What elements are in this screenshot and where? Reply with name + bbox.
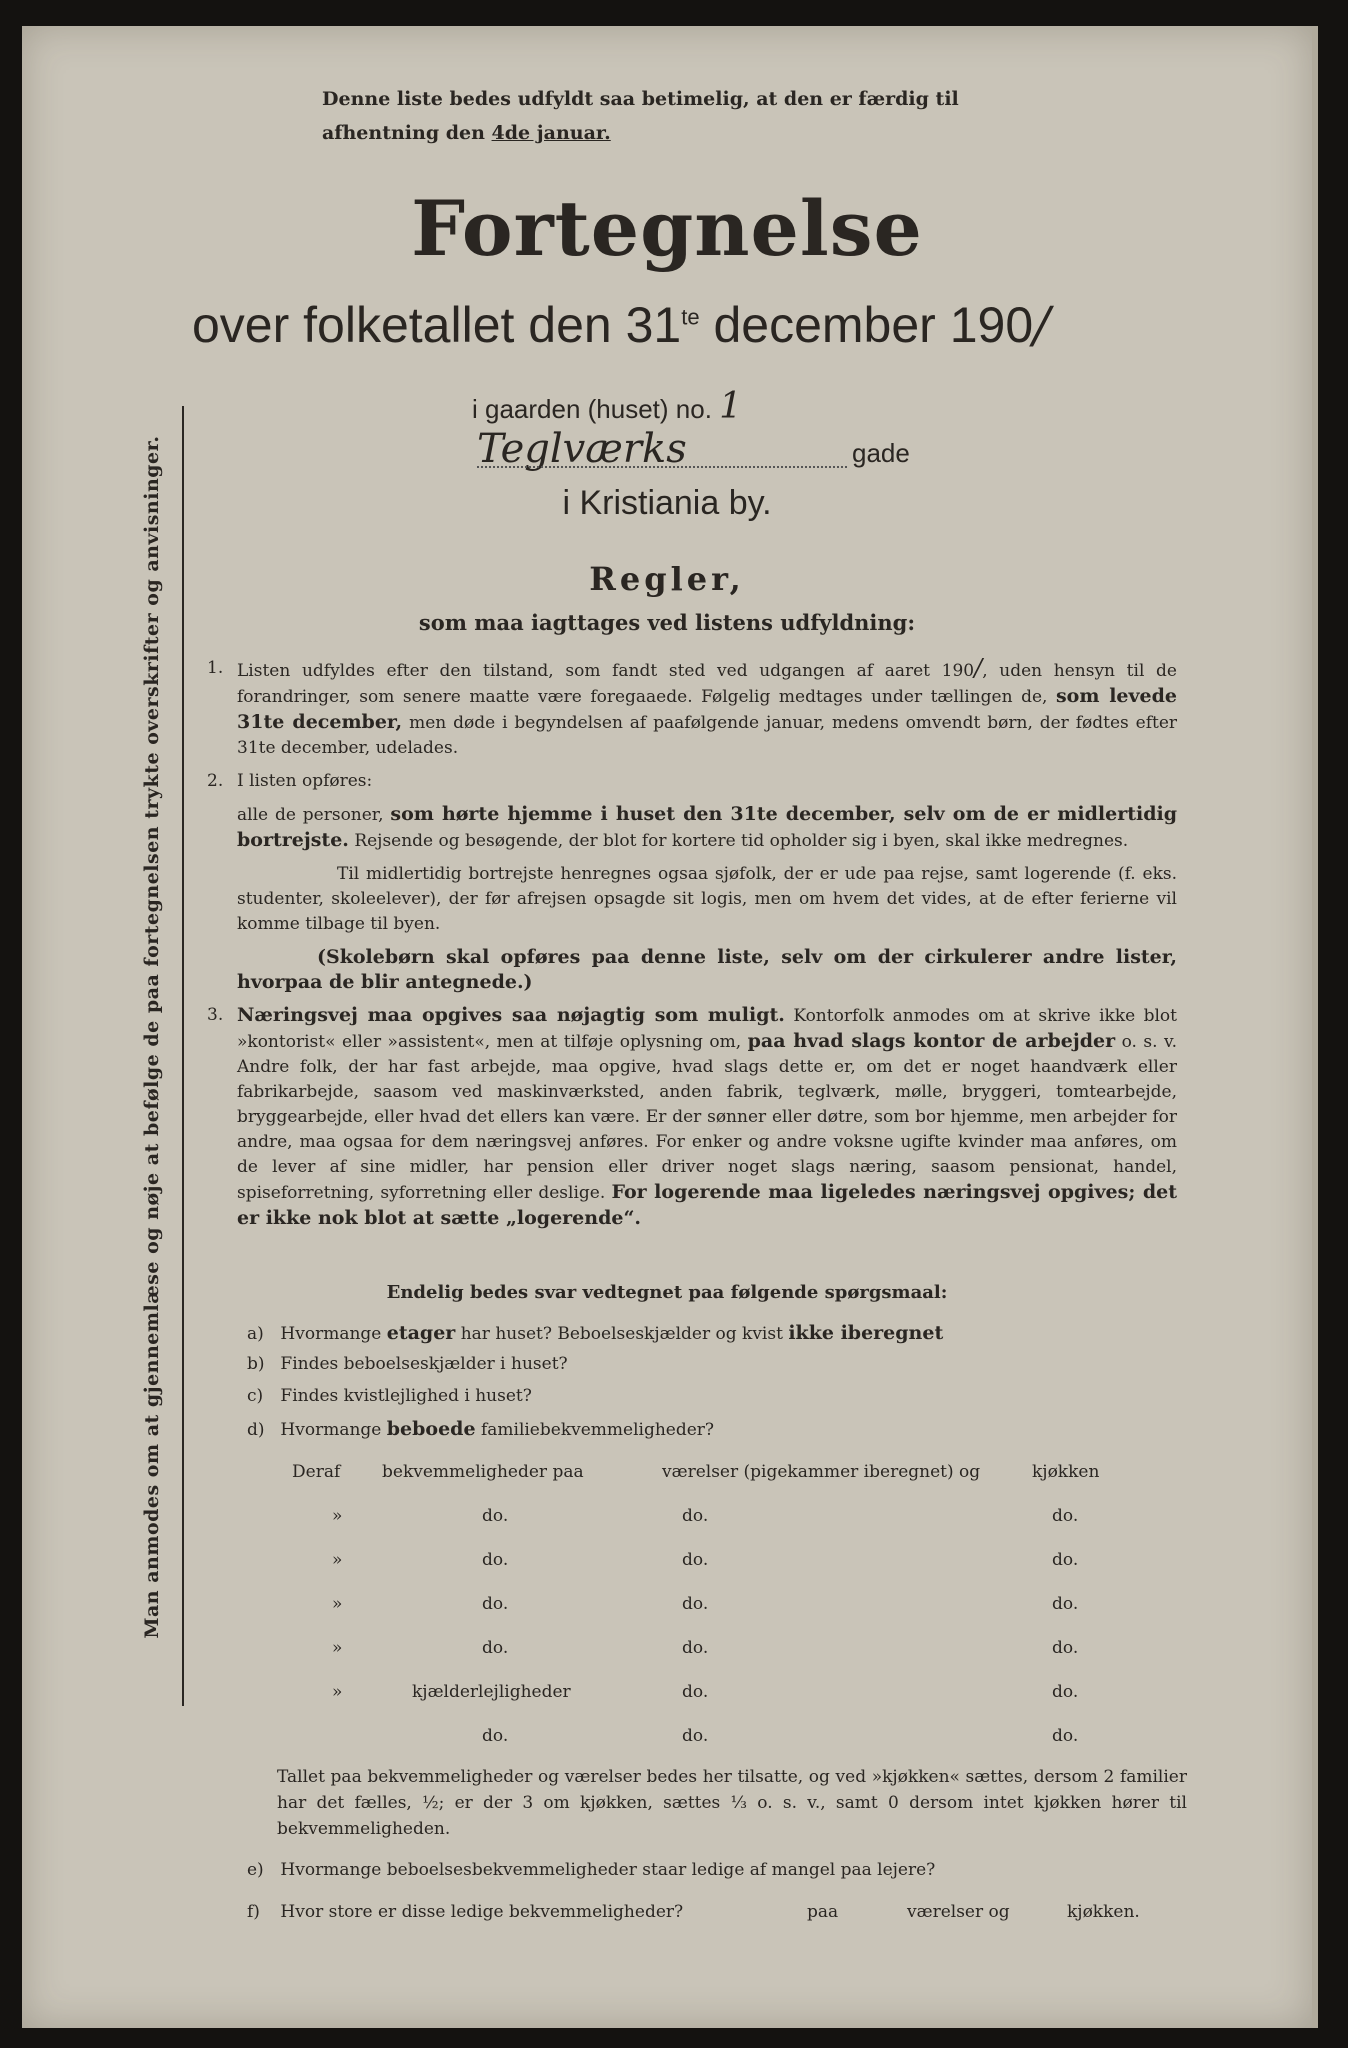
table-header-cell: bekvemmeligheder paa xyxy=(382,1462,584,1482)
margin-instruction: Man anmodes om at gjennemlæse og nøje at befølge de paa fortegnelsen trykte overskrifter og anvisninger. xyxy=(141,435,163,1639)
rules-subheading: som maa iagttages ved listens udfyldning: xyxy=(418,610,916,635)
street-suffix-label: gade xyxy=(852,438,910,468)
rules-heading: Regler, xyxy=(589,560,745,598)
question-b-letter: b) xyxy=(247,1354,265,1374)
rule-1 xyxy=(207,656,1177,761)
table-cell: kjælderlejligheder xyxy=(412,1682,571,1702)
table-cell: do. xyxy=(482,1638,509,1658)
table-header-cell: Deraf xyxy=(292,1462,341,1482)
question-f-rooms: værelser og xyxy=(907,1902,1010,1922)
notice-due-date: 4de januar. xyxy=(491,122,611,144)
question-a-letter: a) xyxy=(247,1324,264,1344)
table-row xyxy=(292,1638,1152,1682)
rule-2-number: 2. xyxy=(207,771,224,791)
rules-body xyxy=(207,656,1177,1240)
table-cell: do. xyxy=(682,1506,709,1526)
rule-3-text-a: Kontorfolk anmodes om at skrive ikke blot »kontorist« eller »assistent«, men at tilføje oplysning om, xyxy=(237,1006,1177,1052)
table-cell: do. xyxy=(1052,1638,1079,1658)
rule-3-bold-b: paa hvad slags kontor de arbejder xyxy=(747,1030,1116,1052)
rule-3-text-b: o. s. v. Andre folk, der har fast arbejde, maa opgive, hvad slags dette er, om det er noget haandværk eller fabrikarbejde, saasom ved maskinværksted, anden fabrik, teglværk, mølle, bryggeri, tomtearbejde, bryggearbejde, eller hvad det ellers kan være. Er der sønner eller døtre, som bor hjemme, men arbejder for andre, maa ogsaa for dem næringsvej anføres. For enker og andre voksne ugifte kvinder maa anføres, om de lever af sine midler, har pension eller driver noget slags næring, saasom pensionat, handel, spiseforretning, syforretning eller deslige. xyxy=(237,1032,1178,1203)
dwellings-table xyxy=(292,1462,1152,1770)
question-f xyxy=(247,1902,1177,1922)
table-cell: do. xyxy=(482,1726,509,1746)
question-a-text-2: har huset? Beboelseskjælder og kvist xyxy=(460,1324,783,1344)
table-cell: do. xyxy=(682,1638,709,1658)
table-cell: do. xyxy=(482,1506,509,1526)
rule-2-bold: som hørte hjemme i huset den 31te december, selv om de er midlertidig bortrejste. xyxy=(237,803,1178,851)
question-d-text-1: Hvormange xyxy=(280,1420,382,1440)
form-title: Fortegnelse xyxy=(411,184,923,273)
question-a-bold-1: etager xyxy=(386,1322,456,1344)
question-a-text-1: Hvormange xyxy=(280,1324,382,1344)
house-number-label: i gaarden (huset) no. xyxy=(472,394,712,424)
house-number-line xyxy=(472,386,742,427)
table-cell: do. xyxy=(682,1550,709,1570)
city-line: i Kristiania by. xyxy=(562,484,772,522)
rule-1-year-handwritten: / xyxy=(974,654,983,682)
table-row xyxy=(292,1682,1152,1726)
table-cell: » xyxy=(332,1506,343,1526)
deadline-notice xyxy=(322,82,1182,150)
table-header xyxy=(292,1462,1152,1506)
question-f-letter: f) xyxy=(247,1902,260,1922)
table-cell: » xyxy=(332,1638,343,1658)
question-f-kitchen: kjøkken. xyxy=(1067,1902,1140,1922)
subtitle-sup: te xyxy=(681,304,700,330)
table-cell: do. xyxy=(482,1594,509,1614)
subtitle-middle: december 190 xyxy=(699,297,1034,353)
rule-1-text-a: Listen udfyldes efter den tilstand, som fandt sted ved udgangen af aaret 190 xyxy=(237,661,975,681)
rule-1-bold: som levede 31te december, xyxy=(237,685,1178,733)
question-b-text: Findes beboelseskjælder i huset? xyxy=(280,1354,568,1374)
notice-line1: Denne liste bedes udfyldt saa betimelig, at den er færdig til xyxy=(322,88,959,110)
table-cell: do. xyxy=(682,1682,709,1702)
question-d xyxy=(247,1418,714,1440)
rule-2-schoolchildren-note: (Skolebørn skal opføres paa denne liste, selv om der cirkulerer andre lister, hvorpaa de blir antegnede.) xyxy=(237,946,1177,993)
rule-1-text-c: men døde i begyndelsen af paafølgende januar, medens omvendt børn, der fødtes efter 31te december, udelades. xyxy=(237,713,1178,758)
question-d-text-2: familiebekvemmeligheder? xyxy=(480,1420,715,1440)
rule-1-text-b: , uden hensyn til de forandringer, som senere maatte være foregaaede. Følgelig medtages under tællingen de, xyxy=(237,661,1177,707)
rule-2-text-a: alle de personer, xyxy=(237,805,384,825)
subtitle-year-handwritten: / xyxy=(1033,296,1050,354)
question-d-letter: d) xyxy=(247,1420,265,1440)
table-cell: do. xyxy=(482,1550,509,1570)
margin-rule xyxy=(182,406,184,1706)
question-e xyxy=(247,1860,935,1880)
table-cell: do. xyxy=(682,1726,709,1746)
rule-3 xyxy=(207,1003,1177,1232)
table-cell: do. xyxy=(1052,1506,1079,1526)
question-e-text: Hvormange beboelsesbekvemmeligheder staar ledige af mangel paa lejere? xyxy=(280,1860,936,1880)
table-cell: » xyxy=(332,1594,343,1614)
table-row xyxy=(292,1594,1152,1638)
table-row xyxy=(292,1506,1152,1550)
table-cell: do. xyxy=(1052,1682,1079,1702)
notice-line2-prefix: afhentning den xyxy=(322,122,485,144)
street-dotted-line xyxy=(477,466,847,468)
census-form-page xyxy=(22,26,1318,2028)
table-cell: do. xyxy=(1052,1594,1079,1614)
rule-2-text-c: Til midlertidig bortrejste henregnes ogsaa sjøfolk, der er ude paa rejse, samt logerende (f. eks. studenter, skoleelever), der før afrejsen opsagde sit logis, men om hvem det vides, at de efter ferierne vil komme tilbage til byen. xyxy=(237,864,1177,934)
street-name-handwritten: Teglværks xyxy=(477,426,687,472)
rule-2-text-b: Rejsende og besøgende, der blot for kortere tid opholder sig i byen, skal ikke medregnes. xyxy=(354,831,1129,851)
table-cell: » xyxy=(332,1550,343,1570)
rule-2-intro: I listen opføres: xyxy=(237,771,373,791)
table-row xyxy=(292,1550,1152,1594)
question-e-letter: e) xyxy=(247,1860,264,1880)
question-f-text: Hvor store er disse ledige bekvemmeligheder? xyxy=(280,1902,684,1922)
question-a xyxy=(247,1322,943,1344)
question-b xyxy=(247,1354,568,1374)
table-header-cell: kjøkken xyxy=(1032,1462,1100,1482)
table-cell: » xyxy=(332,1682,343,1702)
questions-heading: Endelig bedes svar vedtegnet paa følgende spørgsmaal: xyxy=(386,1282,948,1303)
question-a-bold-2: ikke iberegnet xyxy=(788,1322,944,1344)
question-c-text: Findes kvistlejlighed i huset? xyxy=(280,1386,532,1406)
table-header-cell: værelser (pigekammer iberegnet) og xyxy=(662,1462,981,1482)
table-cell: do. xyxy=(682,1594,709,1614)
subtitle-prefix: over folketallet den 31 xyxy=(192,297,682,353)
rule-3-bold-a: Næringsvej maa opgives saa nøjagtig som muligt. xyxy=(237,1004,785,1026)
question-f-paa: paa xyxy=(807,1902,839,1922)
rule-3-bold-c: For logerende maa ligeledes næringsvej opgives; det er ikke nok blot at sætte „logerende“. xyxy=(237,1181,1178,1229)
table-cell: do. xyxy=(1052,1550,1079,1570)
table-cell: do. xyxy=(1052,1726,1079,1746)
question-c xyxy=(247,1386,532,1406)
house-number-handwritten: 1 xyxy=(719,386,743,427)
form-subtitle xyxy=(192,296,1050,354)
rule-3-number: 3. xyxy=(207,1005,224,1025)
rule-2 xyxy=(207,769,1177,995)
question-c-letter: c) xyxy=(247,1386,264,1406)
kitchen-note: Tallet paa bekvemmeligheder og værelser bedes her tilsatte, og ved »kjøkken« sættes, dersom 2 familier har det fælles, ½; er der 3 om kjøkken, sættes ⅓ o. s. v., samt 0 dersom intet kjøkken hører til bekvemmeligheden. xyxy=(277,1767,1187,1839)
rule-1-number: 1. xyxy=(207,658,224,678)
question-d-bold: beboede xyxy=(386,1418,476,1440)
